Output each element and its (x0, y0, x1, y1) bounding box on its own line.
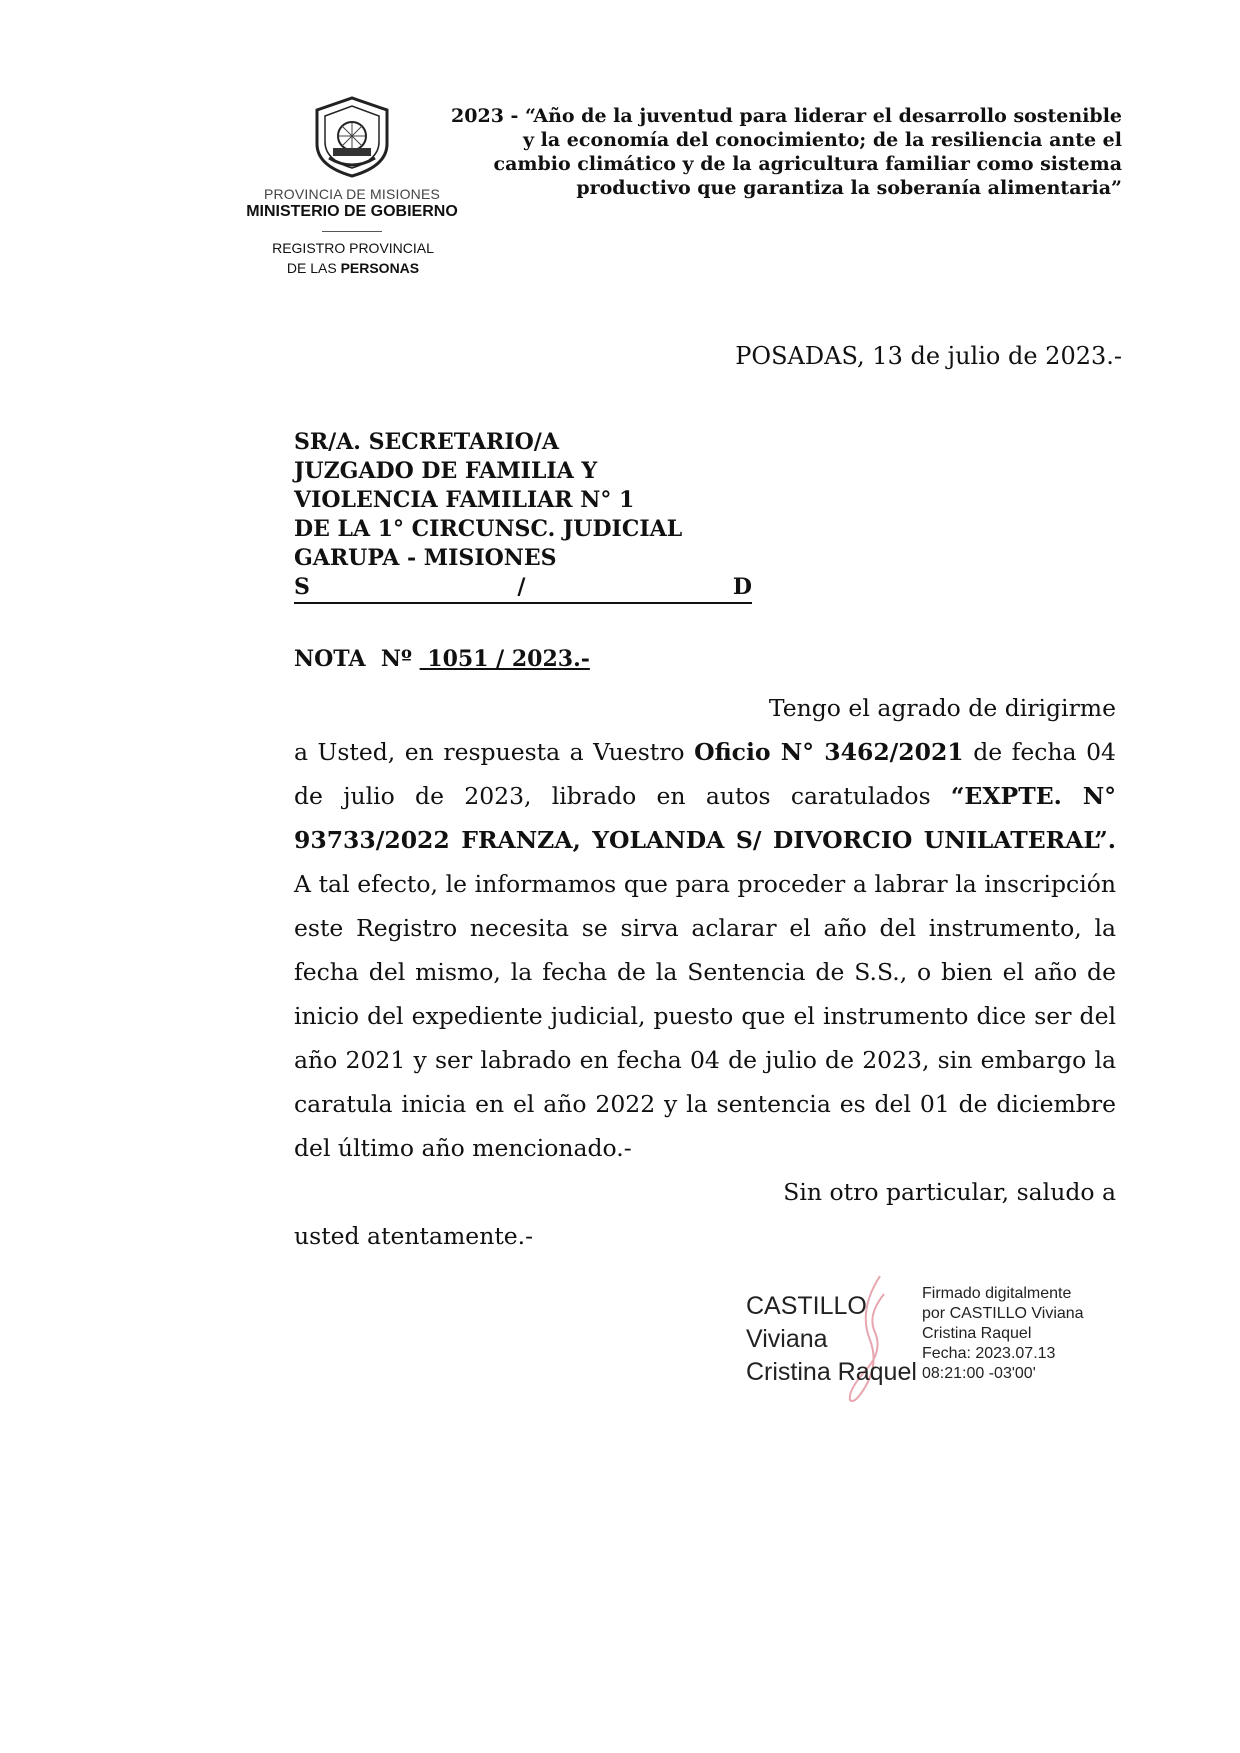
paragraph-1 (294, 730, 1116, 1170)
year-motto (402, 104, 1122, 200)
registry-line-2a: DE LAS (286, 260, 341, 276)
signature-info-line: por CASTILLO Viviana (922, 1305, 1084, 1322)
note-number-value: 1051 / 2023.- (419, 646, 590, 672)
signer-name-line: Viviana (746, 1325, 828, 1353)
divider (322, 231, 382, 232)
sd-right: D (732, 574, 752, 600)
sd-line (294, 573, 752, 604)
registry-line-2b: PERSONAS (340, 260, 420, 276)
place-date: POSADAS, 13 de julio de 2023.- (735, 342, 1122, 370)
addressee-line: SR/A. SECRETARIO/A (294, 429, 559, 455)
addressee-line: GARUPA - MISIONES (294, 545, 557, 571)
motto-line-3: cambio climático y de la agricultura familiar como sistema (493, 153, 1122, 175)
oficio-reference: Oficio N° 3462/2021 (694, 738, 964, 766)
province-name: PROVINCIA DE MISIONES (263, 186, 441, 202)
sd-left: S (294, 574, 310, 600)
provincial-seal-icon (307, 92, 397, 180)
signature-info-line: Fecha: 2023.07.13 (922, 1345, 1056, 1362)
signature-info-line: 08:21:00 -03'00' (922, 1365, 1036, 1382)
addressee-block (294, 428, 752, 604)
closing-line-1: Sin otro particular, saludo a (783, 1178, 1116, 1206)
signer-name (746, 1290, 917, 1389)
signer-name-line: Cristina Raquel (746, 1358, 917, 1386)
motto-line-2: y la economía del conocimiento; de la resiliencia ante el (523, 129, 1122, 151)
paragraph-1-part-a: a Usted, en respuesta a Vuestro (294, 738, 695, 766)
closing-line-2: usted atentamente.- (294, 1222, 534, 1250)
addressee-line: JUZGADO DE FAMILIA Y (294, 458, 598, 484)
signature-info-line: Cristina Raquel (922, 1325, 1032, 1342)
signature-info-line: Firmado digitalmente (922, 1285, 1072, 1302)
note-label: NOTA Nº (294, 646, 420, 672)
signer-name-line: CASTILLO (746, 1292, 867, 1320)
motto-line-4: productivo que garantiza la soberanía alimentaria” (576, 177, 1122, 199)
addressee-line: VIOLENCIA FAMILIAR N° 1 (294, 487, 635, 513)
note-number (294, 646, 590, 672)
digital-signature-info (922, 1284, 1084, 1384)
registry-line-1: REGISTRO PROVINCIAL (272, 240, 434, 256)
registry-name (258, 238, 448, 278)
paragraph-1-part-c: A tal efecto, le informamos que para proceder a labrar la inscripción este Registro necesita se sirva aclarar el año del instrumento, la fecha del mismo, la fecha de la Sentencia de S.S., o bien el año de inicio del expediente judicial, puesto que el instrumento dice ser del año 2021 y ser labrado en fecha 04 de julio de 2023, sin embargo la caratula inicia en el año 2022 y la sentencia es del 01 de diciembre del último año mencionado.- (294, 870, 1116, 1162)
paragraph-1-part-b: de fecha 04 de julio de 2023, librado en autos caratulados (294, 738, 1116, 810)
motto-line-1: 2023 - “Año de la juventud para liderar el desarrollo sostenible (451, 105, 1122, 127)
ministry-name: MINISTERIO DE GOBIERNO (246, 203, 458, 220)
letter-body (294, 686, 1116, 1258)
expediente-reference: “EXPTE. N° 93733/2022 FRANZA, YOLANDA S/ DIVORCIO UNILATERAL”. (294, 782, 1116, 854)
paragraph-1-opening: Tengo el agrado de dirigirme (768, 694, 1116, 722)
sd-mid: / (517, 574, 526, 600)
addressee-line: DE LA 1° CIRCUNSC. JUDICIAL (294, 516, 683, 542)
registry-line-2 (258, 258, 448, 278)
